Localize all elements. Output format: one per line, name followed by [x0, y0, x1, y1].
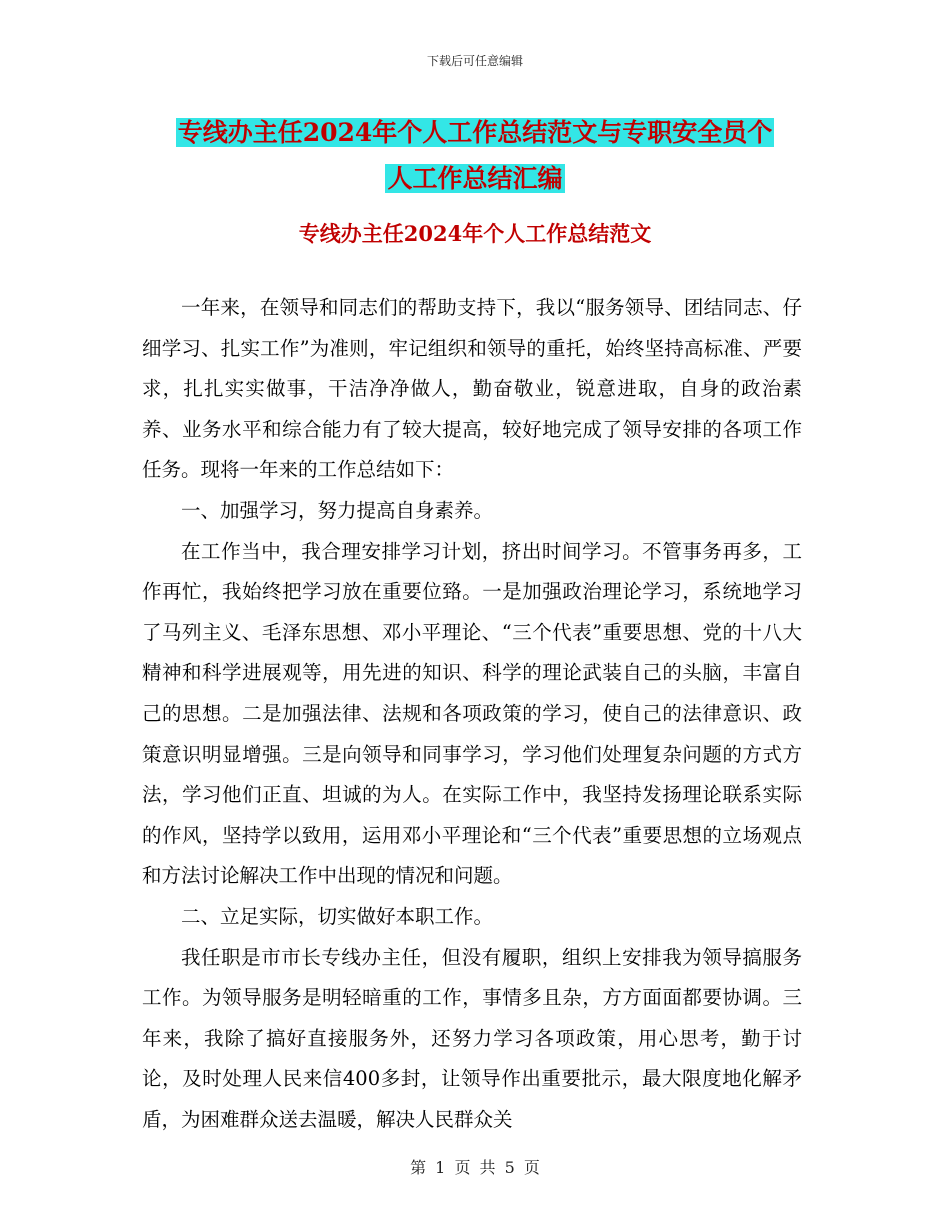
header-note: 下载后可任意编辑	[426, 54, 523, 68]
heading-work: 二、立足实际，切实做好本职工作。	[181, 904, 494, 928]
document-title	[0, 110, 950, 202]
title-line-2: 人工作总结汇编	[387, 164, 563, 193]
body-text	[142, 288, 802, 1140]
section-title: 专线办主任2024年个人工作总结范文	[298, 221, 652, 246]
title-line-1: 专线办主任2024年个人工作总结范文与专职安全员个	[177, 118, 773, 147]
paragraph-work: 我任职是市市长专线办主任，但没有履职，组织上安排我为领导搞服务工作。为领导服务是明轻暗重的工作，事情多且杂，方方面面都要协调。三年来，我除了搞好直接服务外，还努力学习各项政策，用心思考，勤于讨论，及时处理人民来信400多封，让领导作出重要批示，最大限度地化解矛盾，为困难群众送去温暖，解决人民群众关	[142, 945, 802, 1131]
paragraph-study: 在工作当中，我合理安排学习计划，挤出时间学习。不管事务再多，工作再忙，我始终把学习放在重要位臵。一是加强政治理论学习，系统地学习了马列主义、毛泽东思想、邓小平理论、“三个代表”重要思想、党的十八大精神和科学进展观等，用先进的知识、科学的理论武装自己的头脑，丰富自己的思想。二是加强法律、法规和各项政策的学习，使自己的法律意识、政策意识明显增强。三是向领导和同事学习，学习他们处理复杂问题的方式方法，学习他们正直、坦诚的为人。在实际工作中，我坚持发扬理论联系实际的作风，坚持学以致用，运用邓小平理论和“三个代表”重要思想的立场观点和方法讨论解决工作中出现的情况和问题。	[142, 539, 802, 888]
heading-study: 一、加强学习，努力提高自身素养。	[181, 498, 494, 522]
paragraph-intro: 一年来，在领导和同志们的帮助支持下，我以“服务领导、团结同志、仔细学习、扎实工作”为准则，牢记组织和领导的重托，始终坚持高标准、严要求，扎扎实实做事，干洁净净做人，勤奋敬业，锐意进取，自身的政治素养、业务水平和综合能力有了较大提高，较好地完成了领导安排的各项工作任务。现将一年来的工作总结如下：	[142, 296, 802, 482]
page-footer: 第 1 页 共 5 页	[410, 1158, 540, 1177]
